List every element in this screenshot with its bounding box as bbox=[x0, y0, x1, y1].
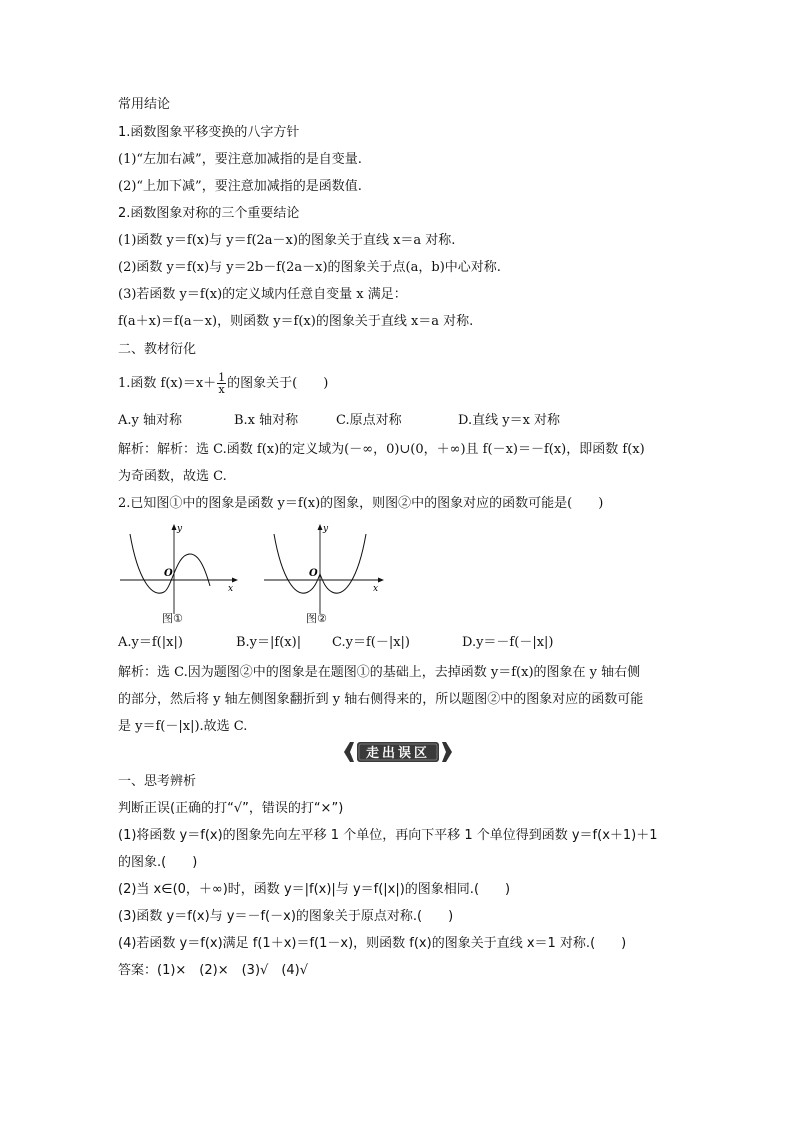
conclusions-heading: 常用结论 bbox=[118, 97, 171, 112]
figure-2-y-arrow bbox=[318, 524, 323, 530]
answer-line: 答案：(1)× (2)× (3)√ (4)√ bbox=[118, 963, 309, 978]
conclusion-1a: (1)“左加右减”，要注意加减指的是自变量. bbox=[118, 152, 362, 167]
statement-1-line-2: 的图象.( ) bbox=[118, 855, 198, 870]
fraction-denominator: x bbox=[218, 383, 225, 396]
figure-1-caption: 图① bbox=[162, 612, 183, 625]
banner-label: 走出误区 bbox=[365, 746, 431, 761]
question-1-stem bbox=[118, 372, 328, 395]
statement-3: (3)函数 y＝f(x)与 y＝－f(－x)的图象关于原点对称.( ) bbox=[118, 909, 454, 924]
conclusion-1-title: 1.函数图象平移变换的八字方针 bbox=[118, 125, 300, 140]
figure-1-y-arrow bbox=[172, 524, 177, 530]
mistakes-heading: 一、思考辨析 bbox=[118, 774, 197, 789]
figure-1-curve bbox=[130, 534, 210, 593]
figure-2-graph bbox=[262, 520, 386, 620]
question-1-suffix: 的图象关于( ) bbox=[227, 376, 329, 391]
conclusion-2a: (1)函数 y＝f(x)与 y＝f(2a－x)的图象关于直线 x＝a 对称. bbox=[118, 233, 456, 248]
q2-option-c: C.y＝f(－|x|) bbox=[332, 635, 411, 650]
figure-2-caption: 图② bbox=[306, 612, 327, 625]
section-banner bbox=[340, 740, 456, 764]
q2-option-a: A.y＝f(|x|) bbox=[118, 635, 183, 650]
q1-solution-line-2: 为奇函数，故选 C. bbox=[118, 469, 227, 484]
statement-4: (4)若函数 y＝f(x)满足 f(1＋x)＝f(1－x)，则函数 f(x)的图象关于直线 x＝1 对称.( ) bbox=[118, 936, 627, 951]
q2-option-d: D.y＝－f(－|x|) bbox=[462, 635, 554, 650]
fraction-numerator: 1 bbox=[218, 371, 226, 384]
figure-1-x-label: x bbox=[228, 584, 234, 594]
conclusion-2d: f(a＋x)＝f(a－x)，则函数 y＝f(x)的图象关于直线 x＝a 对称. bbox=[118, 314, 474, 329]
figure-1-x-arrow bbox=[232, 578, 238, 583]
banner-left-chevron bbox=[344, 742, 354, 762]
conclusion-1b: (2)“上加下减”，要注意加减指的是函数值. bbox=[118, 179, 362, 194]
mistakes-intro: 判断正误(正确的打“√”，错误的打“×”) bbox=[118, 801, 344, 816]
fraction-one-over-x bbox=[217, 372, 226, 395]
figure-2-x-label: x bbox=[373, 584, 379, 594]
textbook-heading: 二、教材衍化 bbox=[118, 342, 197, 357]
figure-1-origin-label: O bbox=[164, 568, 173, 579]
question-2-stem: 2.已知图①中的图象是函数 y＝f(x)的图象，则图②中的图象对应的函数可能是( ) bbox=[118, 496, 604, 511]
q2-option-b: B.y＝|f(x)| bbox=[236, 635, 302, 650]
figure-1-y-label: y bbox=[177, 524, 183, 534]
question-1-prefix: 1.函数 f(x)＝x＋ bbox=[118, 376, 217, 391]
figure-1-graph bbox=[118, 520, 240, 620]
figure-2-origin-label: O bbox=[309, 568, 318, 579]
statement-2: (2)当 x∈(0，＋∞)时，函数 y＝|f(x)|与 y＝f(|x|)的图象相同.( ) bbox=[118, 882, 511, 897]
conclusion-2-title: 2.函数图象对称的三个重要结论 bbox=[118, 206, 300, 221]
banner-right-chevron bbox=[442, 742, 452, 762]
q1-solution-line-1: 解析：解析：选 C.函数 f(x)的定义域为(－∞，0)∪(0，＋∞)且 f(－x)＝－f(x)，即函数 f(x) bbox=[118, 442, 645, 457]
figure-2-y-label: y bbox=[323, 524, 329, 534]
q1-option-d: D.直线 y＝x 对称 bbox=[458, 413, 561, 428]
statement-1-line-1: (1)将函数 y＝f(x)的图象先向左平移 1 个单位，再向下平移 1 个单位得到函数 y＝f(x＋1)＋1 bbox=[118, 828, 658, 843]
q1-option-c: C.原点对称 bbox=[336, 413, 402, 428]
conclusion-2b: (2)函数 y＝f(x)与 y＝2b－f(2a－x)的图象关于点(a，b)中心对称. bbox=[118, 260, 501, 275]
q1-option-b: B.x 轴对称 bbox=[234, 413, 299, 428]
figure-2-x-arrow bbox=[378, 578, 384, 583]
conclusion-2c: (3)若函数 y＝f(x)的定义域内任意自变量 x 满足： bbox=[118, 287, 407, 302]
q1-option-a: A.y 轴对称 bbox=[118, 413, 182, 428]
q2-solution-line-3: 是 y＝f(－|x|).故选 C. bbox=[118, 719, 248, 734]
q2-solution-line-1: 解析：选 C.因为题图②中的图象是在题图①的基础上，去掉函数 y＝f(x)的图象在 y 轴右侧 bbox=[118, 665, 641, 680]
q2-solution-line-2: 的部分，然后将 y 轴左侧图象翻折到 y 轴右侧得来的，所以题图②中的图象对应的函数可能 bbox=[118, 692, 644, 707]
